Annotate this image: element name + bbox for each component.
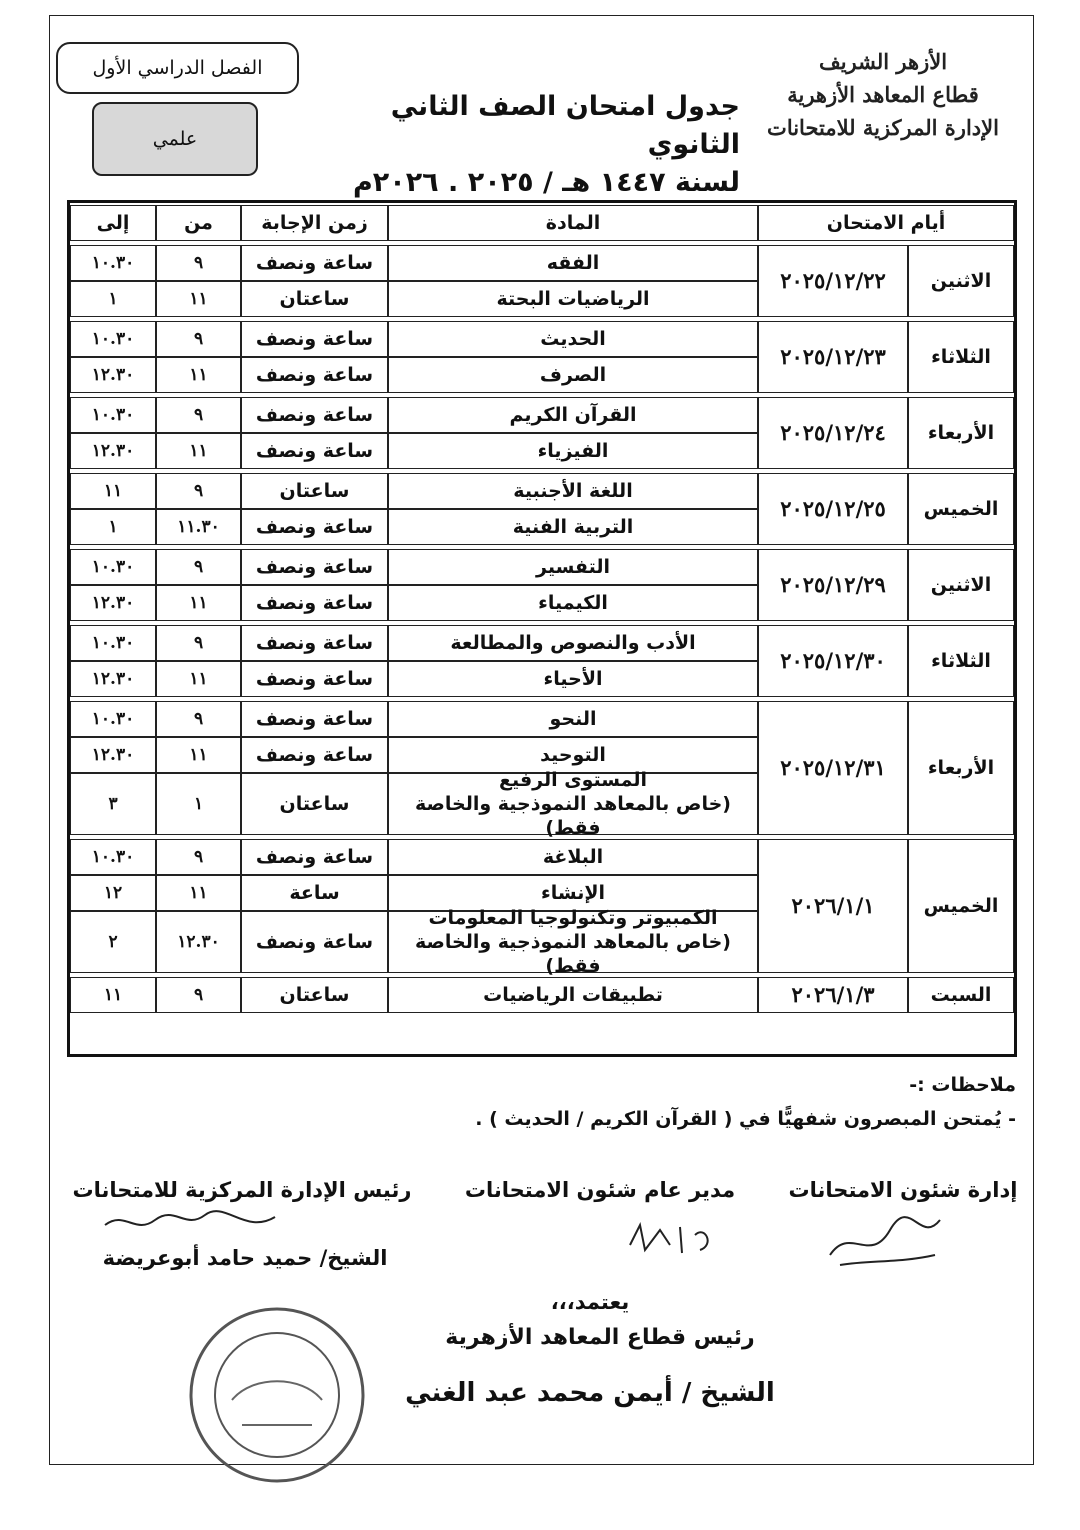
org-line-3: الإدارة المركزية للامتحانات [767,115,999,140]
subject-cell: الكيمياء [388,585,758,621]
exam-day: الأربعاء [908,397,1014,469]
exam-day: الأربعاء [908,701,1014,835]
header-duration: زمن الإجابة [241,205,388,241]
duration-cell: ساعة ونصف [241,509,388,545]
start-time-cell: ١١ [156,875,241,911]
subject-cell: البلاغة [388,839,758,875]
track-label: علمي [92,102,258,176]
subject-note: (خاص بالمعاهد النموذجية والخاصة فقط) [414,931,731,977]
subject-cell [388,907,758,977]
duration-cell: ساعة ونصف [241,625,388,661]
end-time-cell: ١٢.٣٠ [70,433,156,469]
start-time-cell: ١١.٣٠ [156,509,241,545]
start-time-cell: ١١ [156,357,241,393]
subject-cell: الإنشاء [388,875,758,911]
start-time-cell: ٩ [156,839,241,875]
subject-cell: الحديث [388,321,758,357]
duration-cell: ساعة ونصف [241,357,388,393]
duration-cell: ساعتان [241,281,388,317]
exam-day: الثلاثاء [908,625,1014,697]
notes-section [475,1068,1016,1136]
start-time-cell: ١١ [156,585,241,621]
duration-cell: ساعة ونصف [241,737,388,773]
exam-date: ٢٠٢٦/١/٣ [758,977,908,1013]
start-time-cell: ١٢.٣٠ [156,911,241,973]
duration-cell: ساعة ونصف [241,585,388,621]
exam-date: ٢٠٢٥/١٢/٢٥ [758,473,908,545]
exam-day: الخميس [908,839,1014,973]
subject-note: (خاص بالمعاهد النموذجية والخاصة فقط) [414,793,731,839]
exam-table [67,200,1017,1057]
start-time-cell: ١١ [156,737,241,773]
title-line-2: لسنة ١٤٤٧ هـ / ٢٠٢٥ . ٢٠٢٦م [352,167,740,198]
start-time-cell: ٩ [156,701,241,737]
subject-name: الكمبيوتر وتكنولوجيا المعلومات [428,907,718,929]
subject-cell: التربية الفنية [388,509,758,545]
start-time-cell: ٩ [156,549,241,585]
document-title [320,88,740,202]
end-time-cell: ١٢.٣٠ [70,737,156,773]
end-time-cell: ١ [70,281,156,317]
exam-day: الاثنين [908,549,1014,621]
duration-cell: ساعتان [241,473,388,509]
duration-cell: ساعة ونصف [241,839,388,875]
exams-admin-title: إدارة شئون الامتحانات [788,1178,1018,1202]
end-time-cell: ١١ [70,473,156,509]
end-time-cell: ١٠.٣٠ [70,397,156,433]
end-time-cell: ٣ [70,773,156,835]
notes-heading: ملاحظات :- [909,1074,1016,1096]
exam-day: السبت [908,977,1014,1013]
subject-cell: الرياضيات البحتة [388,281,758,317]
duration-cell: ساعة ونصف [241,397,388,433]
start-time-cell: ١١ [156,433,241,469]
exam-day: الاثنين [908,245,1014,317]
title-line-1: جدول امتحان الصف الثاني الثانوي [390,91,740,160]
start-time-cell: ٩ [156,321,241,357]
subject-cell: الأحياء [388,661,758,697]
end-time-cell: ١١ [70,977,156,1013]
exams-admin-signature [820,1205,950,1275]
exam-date: ٢٠٢٥/١٢/٣٠ [758,625,908,697]
end-time-cell: ١٠.٣٠ [70,625,156,661]
exam-date: ٢٠٢٥/١٢/٢٢ [758,245,908,317]
org-line-1: الأزهر الشريف [818,49,948,74]
start-time-cell: ٩ [156,397,241,433]
subject-cell: اللغة الأجنبية [388,473,758,509]
exam-date: ٢٠٢٥/١٢/٣١ [758,701,908,835]
official-seal [172,1305,382,1485]
end-time-cell: ١٢.٣٠ [70,357,156,393]
start-time-cell: ٩ [156,245,241,281]
exam-day: الثلاثاء [908,321,1014,393]
subject-cell: التوحيد [388,737,758,773]
duration-cell: ساعة ونصف [241,433,388,469]
end-time-cell: ١٠.٣٠ [70,245,156,281]
exam-date: ٢٠٢٦/١/١ [758,839,908,973]
sector-head-name: الشيخ / أيمن محمد عبد الغني [405,1378,775,1408]
duration-cell: ساعة ونصف [241,321,388,357]
exam-day: الخميس [908,473,1014,545]
duration-cell: ساعة [241,875,388,911]
end-time-cell: ١٢.٣٠ [70,585,156,621]
institution-header [758,45,1008,144]
duration-cell: ساعتان [241,977,388,1013]
exam-date: ٢٠٢٥/١٢/٢٣ [758,321,908,393]
start-time-cell: ٩ [156,977,241,1013]
exam-date: ٢٠٢٥/١٢/٢٤ [758,397,908,469]
subject-cell: الفيزياء [388,433,758,469]
duration-cell: ساعة ونصف [241,549,388,585]
start-time-cell: ١ [156,773,241,835]
subject-cell [388,769,758,839]
duration-cell: ساعة ونصف [241,661,388,697]
central-head-signature [95,1205,285,1245]
header-subject: المادة [388,205,758,241]
end-time-cell: ١٠.٣٠ [70,839,156,875]
central-head-name: الشيخ/ حميد حامد أبوعريضة [102,1246,388,1270]
header-from: من [156,205,241,241]
header-to: إلى [70,205,156,241]
start-time-cell: ١١ [156,661,241,697]
start-time-cell: ٩ [156,625,241,661]
central-head-title: رئيس الإدارة المركزية للامتحانات [72,1178,412,1202]
end-time-cell: ١٠.٣٠ [70,321,156,357]
org-line-2: قطاع المعاهد الأزهرية [787,82,979,107]
subject-cell: تطبيقات الرياضيات [388,977,758,1013]
header-days: أيام الامتحان [758,205,1014,241]
subject-cell: الصرف [388,357,758,393]
duration-cell: ساعة ونصف [241,911,388,973]
duration-cell: ساعة ونصف [241,701,388,737]
subject-cell: التفسير [388,549,758,585]
end-time-cell: ١٢ [70,875,156,911]
subject-cell: الفقه [388,245,758,281]
end-time-cell: ١٢.٣٠ [70,661,156,697]
general-manager-signature [620,1215,720,1260]
start-time-cell: ١١ [156,281,241,317]
term-label: الفصل الدراسي الأول [56,42,299,94]
note-item: - يُمتحن المبصرون شفهيًّا في ( القرآن الكريم / الحديث ) . [475,1108,1016,1130]
end-time-cell: ٢ [70,911,156,973]
end-time-cell: ١ [70,509,156,545]
approval-label: يعتمد،،، [550,1290,630,1314]
subject-cell: الأدب والنصوص والمطالعة [388,625,758,661]
start-time-cell: ٩ [156,473,241,509]
sector-head-title: رئيس قطاع المعاهد الأزهرية [445,1325,755,1350]
subject-name: المستوى الرفيع [498,769,648,791]
subject-cell: النحو [388,701,758,737]
general-manager-title: مدير عام شئون الامتحانات [464,1178,736,1202]
exam-date: ٢٠٢٥/١٢/٢٩ [758,549,908,621]
subject-cell: القرآن الكريم [388,397,758,433]
duration-cell: ساعة ونصف [241,245,388,281]
duration-cell: ساعتان [241,773,388,835]
end-time-cell: ١٠.٣٠ [70,701,156,737]
end-time-cell: ١٠.٣٠ [70,549,156,585]
